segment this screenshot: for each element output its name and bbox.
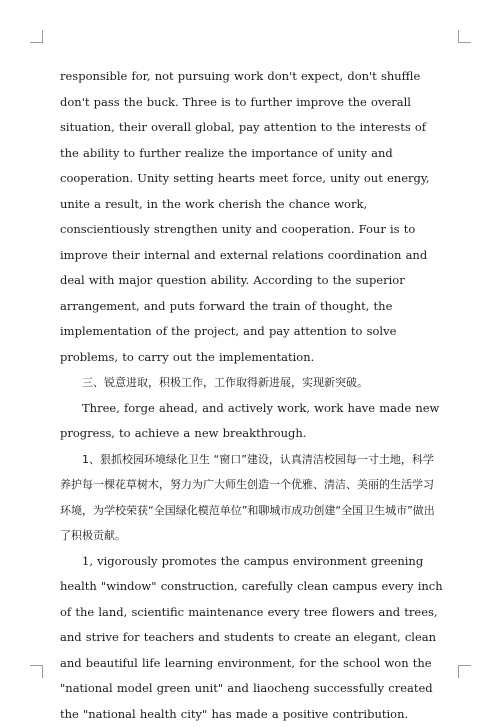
paragraph-english-heading-3: Three, forge ahead, and actively work, work have made new progress, to achieve a new breakthrough. bbox=[60, 396, 444, 447]
paragraph-chinese-item-1: 1、狠抓校园环境绿化卫生 “窗口”建设，认真清洁校园每一寸土地，科学养护每一棵花草树木，努力为广大师生创造一个优雅、清洁、美丽的生活学习环境，为学校荣获“全国绿化模范单位”和聊城市成功创建“全国卫生城市”做出了积极贡献。 bbox=[60, 447, 444, 549]
crop-mark-bottom-left bbox=[30, 665, 43, 678]
crop-mark-bottom-right bbox=[458, 665, 471, 678]
crop-mark-top-right bbox=[458, 30, 471, 43]
paragraph-chinese-heading-3: 三、锐意进取，积极工作，工作取得新进展，实现新突破。 bbox=[60, 370, 444, 396]
document-body bbox=[60, 64, 444, 727]
paragraph-english-1: responsible for, not pursuing work don't expect, don't shuffle don't pass the buck. Three is to further improve the overall situation, their overall global, pay attention to the interests of the ability to further realize the importance of unity and cooperation. Unity setting hearts meet force, unity out energy, unite a result, in the work cherish the chance work, conscientiously strengthen unity and cooperation. Four is to improve their internal and external relations coordination and deal with major question ability. According to the superior arrangement, and puts forward the train of thought, the implementation of the project, and pay attention to solve problems, to carry out the implementation. bbox=[60, 64, 444, 370]
paragraph-english-item-1: 1, vigorously promotes the campus environment greening health "window" construction, carefully clean campus every inch of the land, scientific maintenance every tree flowers and trees, and strive for teachers and students to create an elegant, clean and beautiful life learning environment, for the school won the "national model green unit" and liaocheng successfully created the "national health city" has made a positive contribution. bbox=[60, 549, 444, 727]
crop-mark-top-left bbox=[30, 30, 43, 43]
